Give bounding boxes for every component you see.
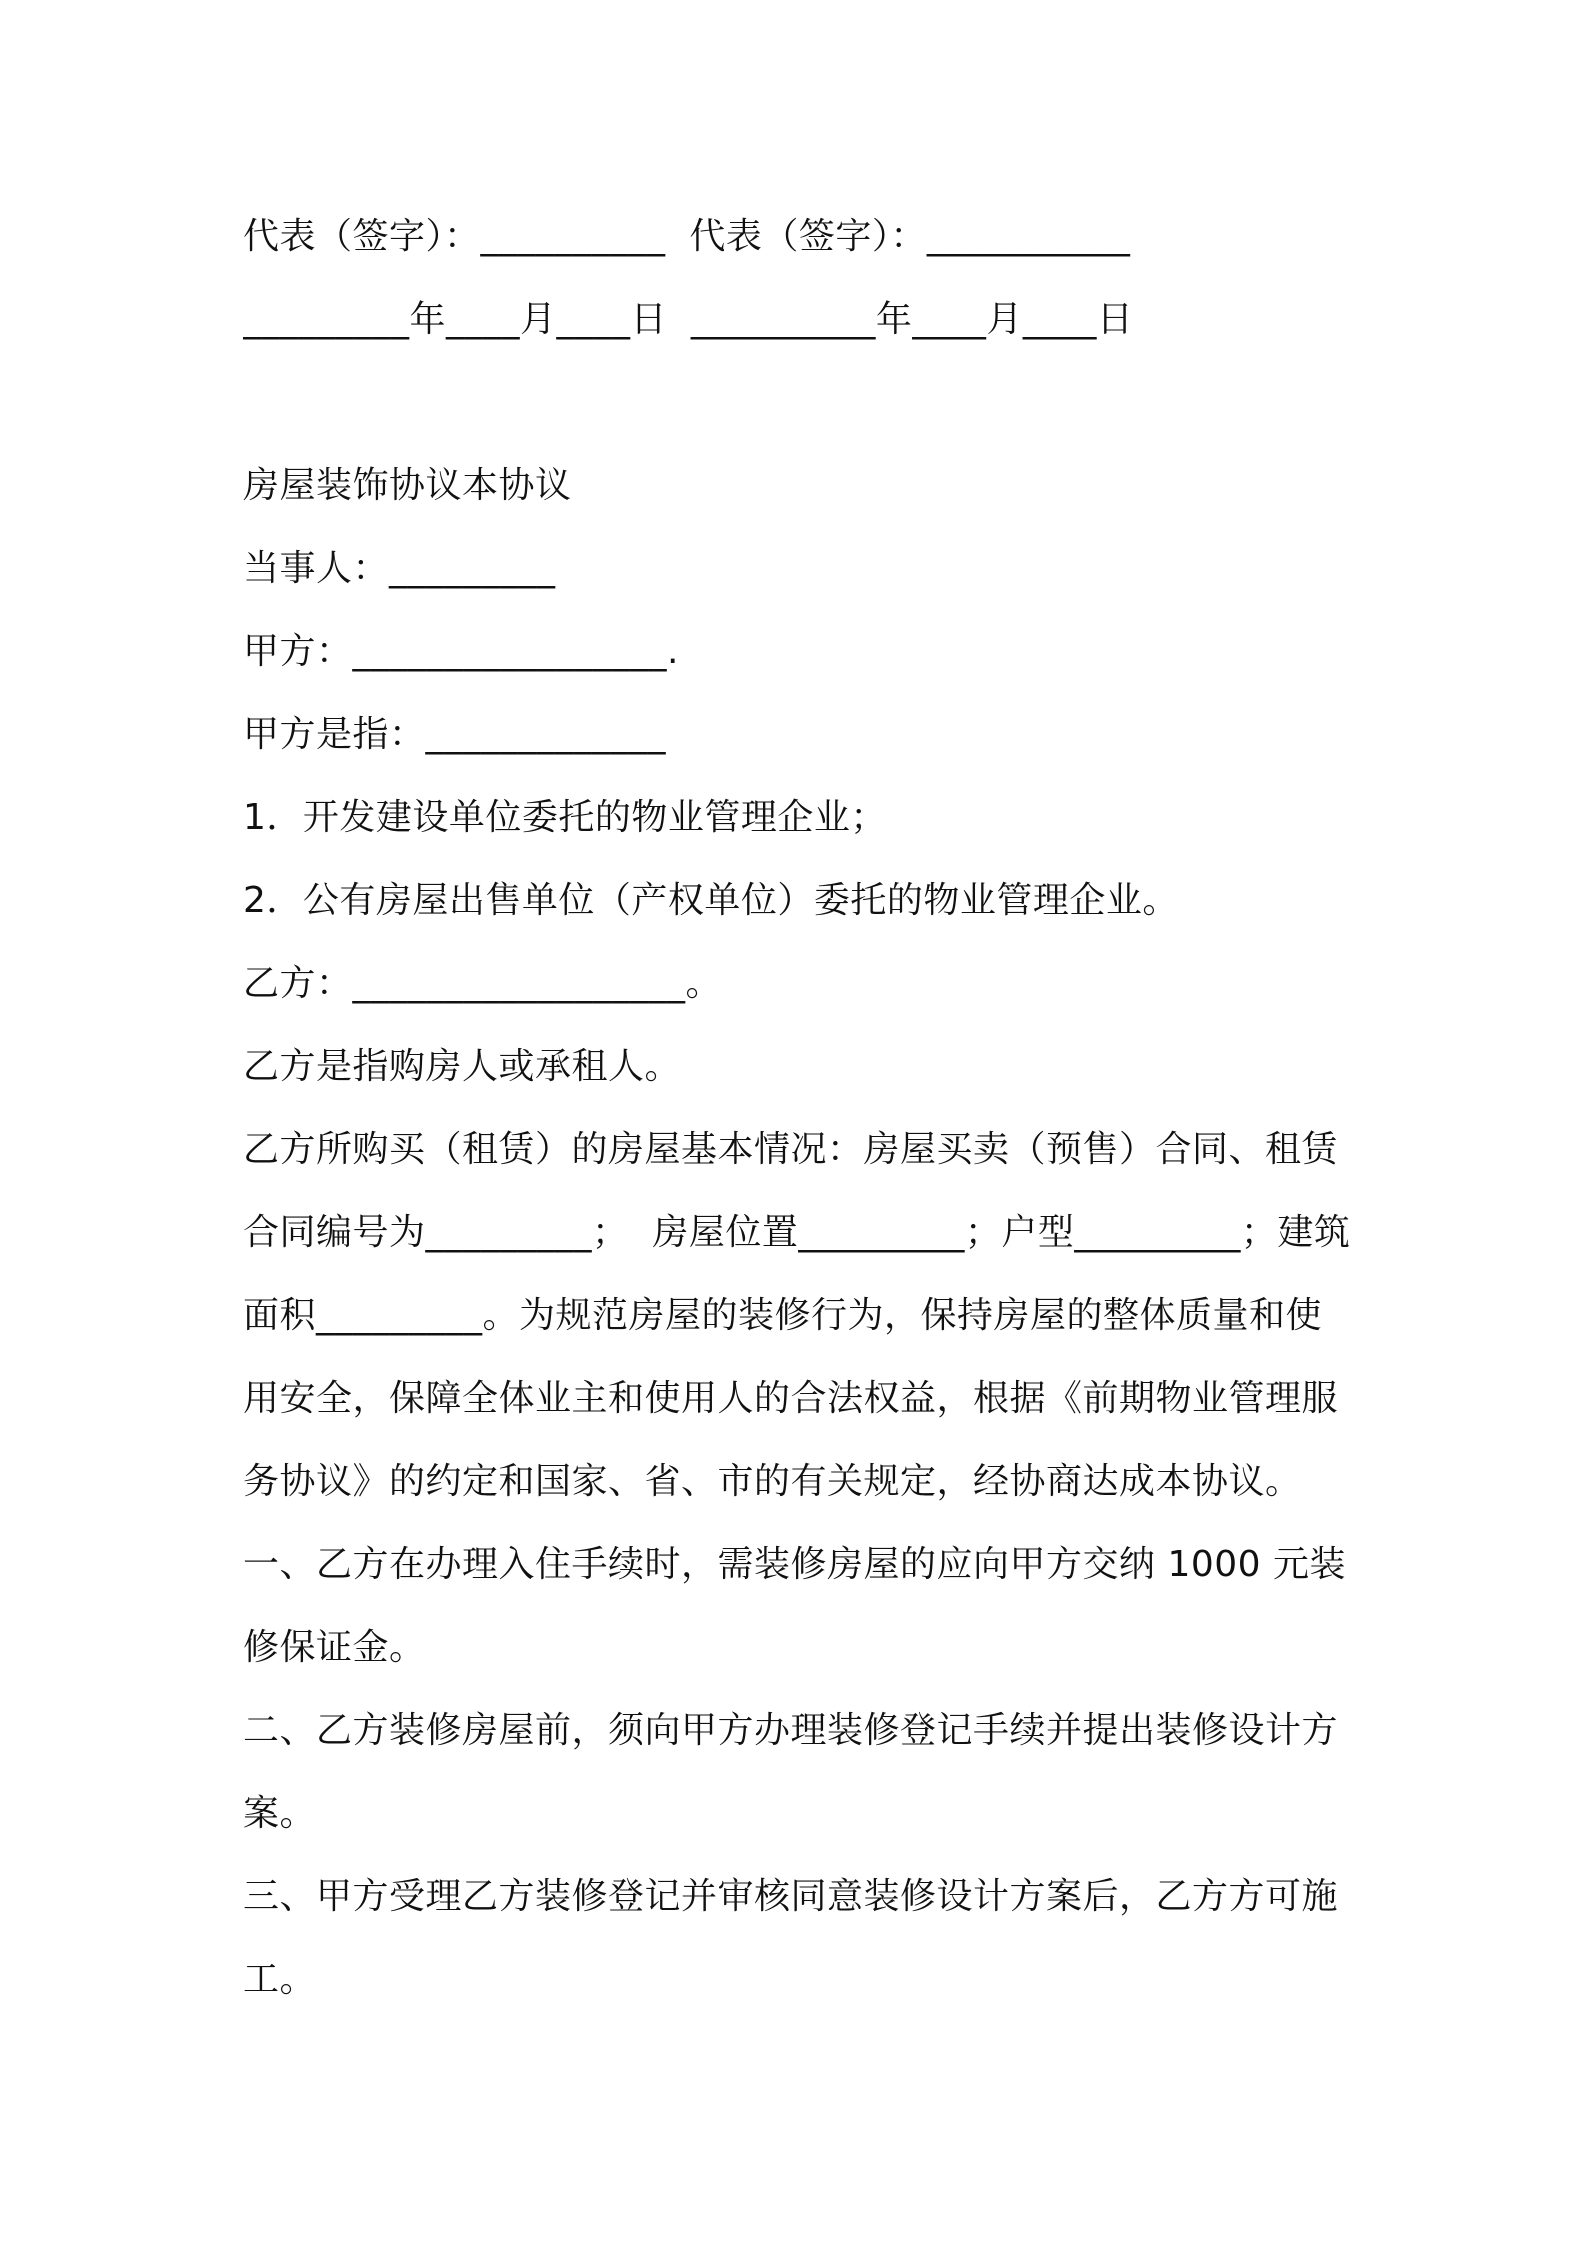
paragraph-line: 工。 [243, 1959, 317, 2000]
spacer [243, 361, 1363, 444]
party-b-definition: 乙方是指购房人或承租人。 [243, 1046, 682, 1087]
clause-1 [243, 1523, 1363, 1689]
clause-2 [243, 1689, 1363, 1855]
paragraph-line: 二、乙方装修房屋前，须向甲方办理装修登记手续并提出装修设计方 [243, 1710, 1339, 1751]
party-line: 当事人：_________ [243, 548, 556, 589]
paragraph-line: 面积_________。为规范房屋的装修行为，保持房屋的整体质量和使 [243, 1295, 1323, 1336]
party-a-line: 甲方：_________________. [243, 631, 679, 672]
basic-info-paragraph [243, 1108, 1363, 1523]
signature-line: 代表（签字）：__________ 代表（签字）：___________ [243, 216, 1131, 257]
paragraph-line: 乙方所购买（租赁）的房屋基本情况：房屋买卖（预售）合同、租赁 [243, 1129, 1339, 1170]
paragraph-line: 修保证金。 [243, 1627, 426, 1668]
paragraph-line: 合同编号为_________； 房屋位置_________；户型_________；建筑 [243, 1212, 1351, 1253]
clause-3 [243, 1855, 1363, 2021]
paragraph-line: 用安全，保障全体业主和使用人的合法权益，根据《前期物业管理服 [243, 1378, 1339, 1419]
paragraph-line: 案。 [243, 1793, 317, 1834]
paragraph-line: 一、乙方在办理入住手续时，需装修房屋的应向甲方交纳 1000 元装 [243, 1544, 1347, 1585]
date-line: _________年____月____日 __________年____月____日 [243, 299, 1134, 340]
document-content [243, 195, 1363, 2021]
list-item: 2．公有房屋出售单位（产权单位）委托的物业管理企业。 [243, 880, 1179, 921]
list-item: 1．开发建设单位委托的物业管理企业； [243, 797, 887, 838]
paragraph-line: 务协议》的约定和国家、省、市的有关规定，经协商达成本协议。 [243, 1461, 1302, 1502]
party-b-line: 乙方：__________________。 [243, 963, 723, 1004]
party-a-definition: 甲方是指：_____________ [243, 714, 667, 755]
paragraph-line: 三、甲方受理乙方装修登记并审核同意装修设计方案后，乙方方可施 [243, 1876, 1339, 1917]
document-title: 房屋装饰协议本协议 [243, 465, 572, 506]
